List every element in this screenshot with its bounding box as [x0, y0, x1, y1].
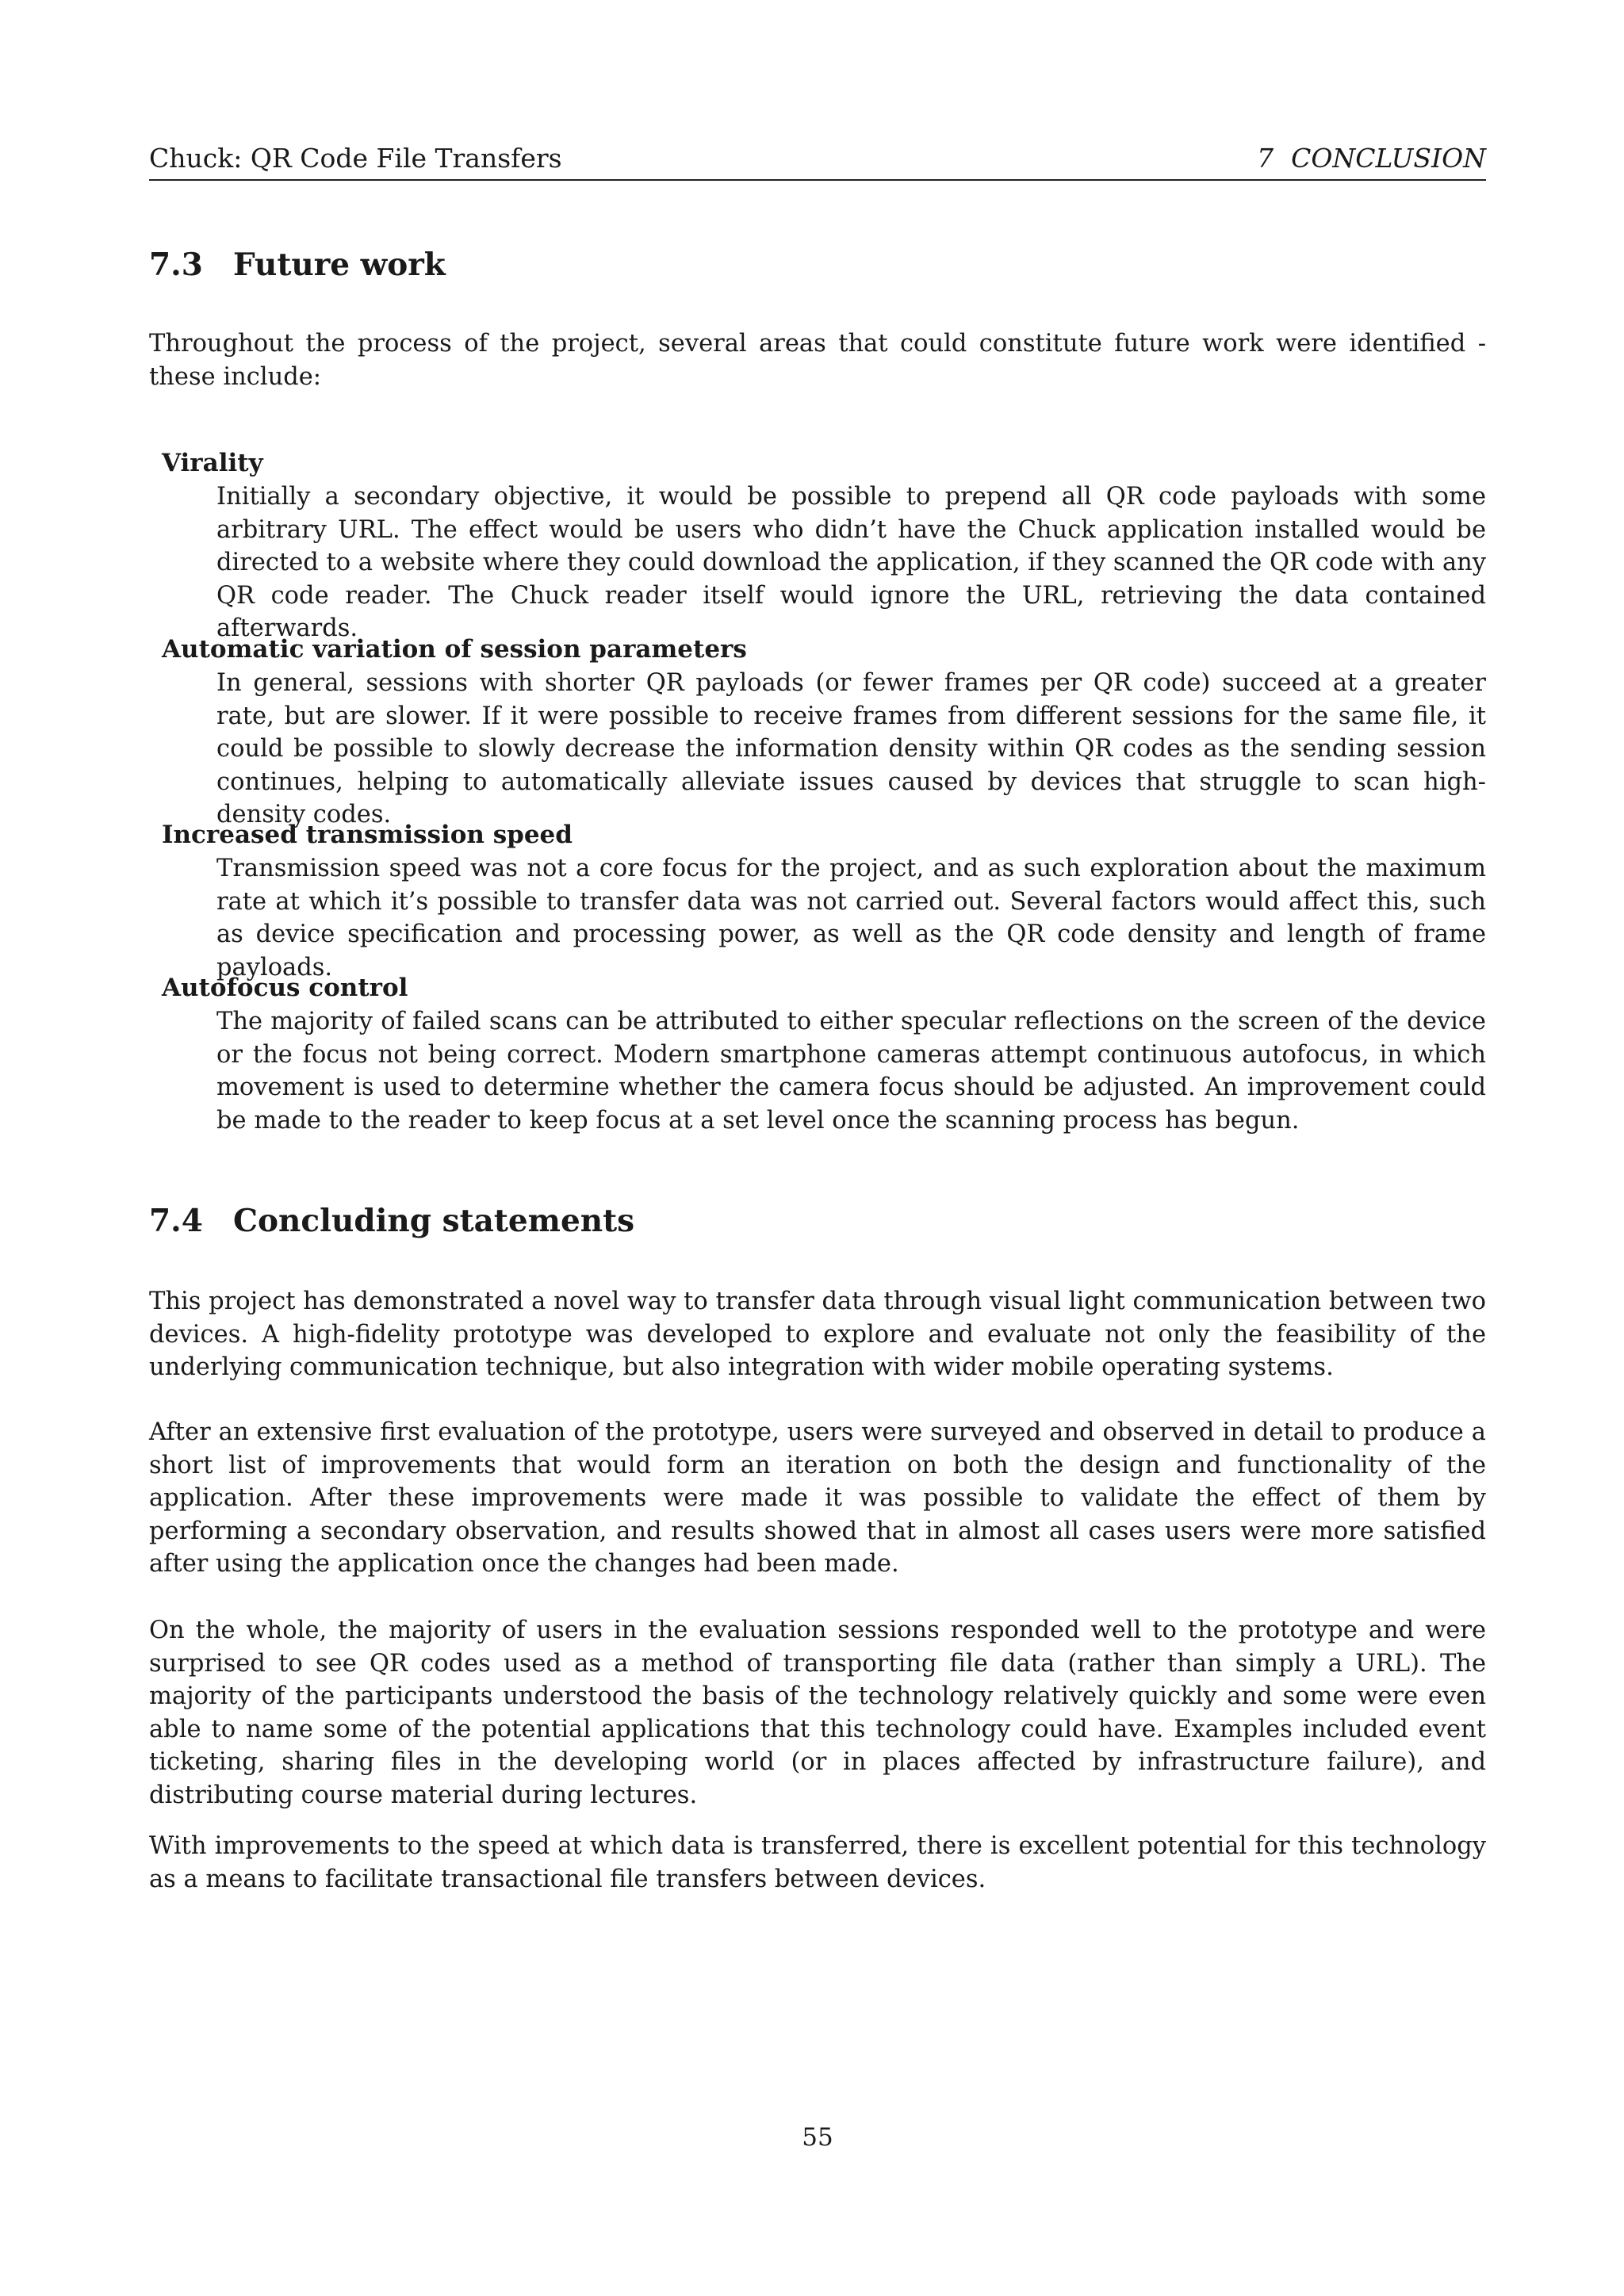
- item-term-autofocus-control: Autofocus control: [162, 974, 408, 1002]
- future-work-intro: Throughout the process of the project, several areas that could constitute future work were identified - these include:: [149, 330, 1486, 391]
- item-term-session-parameters: Automatic variation of session parameters: [162, 635, 747, 664]
- conclusion-paragraph-3: On the whole, the majority of users in the evaluation sessions responded well to the prototype and were surprised to see QR codes used as a method of transporting file data (rather than simply a URL). The majority of the participants understood the basis of the technology relatively quickly and some were even able to name some of the potential applications that this technology could have. Examples included event ticketing, sharing files in the developing world (or in places affected by infrastructure failure), and distributing course material during lectures.: [149, 1617, 1486, 1809]
- item-term-virality: Virality: [162, 449, 263, 477]
- section-number: 7.3: [149, 247, 203, 283]
- conclusion-paragraph-4: With improvements to the speed at which data is transferred, there is excellent potential for this technology as a means to facilitate transactional file transfers between devices.: [149, 1832, 1486, 1893]
- conclusion-paragraph-2: After an extensive first evaluation of the prototype, users were surveyed and observed in detail to produce a short list of improvements that would form an iteration on both the design and functionality of the application. After these improvements were made it was possible to validate the effect of them by performing a secondary observation, and results showed that in almost all cases users were more satisfied after using the application once the changes had been made.: [149, 1418, 1486, 1578]
- item-description-virality: Initially a secondary objective, it would be possible to prepend all QR code payloads with some arbitrary URL. The effect would be users who didn’t have the Chuck application installed would be directed to a website where they could download the application, if they scanned the QR code with any QR code reader. The Chuck reader itself would ignore the URL, retrieving the data contained afterwards.: [216, 483, 1486, 642]
- header-chapter-title: CONCLUSION: [1291, 143, 1486, 174]
- item-term-transmission-speed: Increased transmission speed: [162, 821, 573, 849]
- document-page: [149, 0, 1486, 2296]
- running-header: [149, 141, 1486, 181]
- item-description-autofocus-control: The majority of failed scans can be attributed to either specular reflections on the screen of the device or the focus not being correct. Modern smartphone cameras attempt continuous autofocus, in which movement is used to determine whether the camera focus should be adjusted. An improvement could be made to the reader to keep focus at a set level once the scanning process has begun.: [216, 1008, 1486, 1135]
- header-chapter-number: 7: [1257, 143, 1274, 174]
- section-title: Future work: [233, 247, 446, 283]
- header-document-title: Chuck: QR Code File Transfers: [149, 143, 562, 174]
- section-heading-concluding-statements: [149, 1201, 634, 1241]
- section-title: Concluding statements: [233, 1203, 635, 1239]
- section-heading-future-work: [149, 245, 446, 285]
- page-number: 55: [802, 2123, 833, 2152]
- item-description-transmission-speed: Transmission speed was not a core focus for the project, and as such exploration about the maximum rate at which it’s possible to transfer data was not carried out. Several factors would affect this, such as device specification and processing power, as well as the QR code density and length of frame payloads.: [216, 855, 1486, 982]
- conclusion-paragraph-1: This project has demonstrated a novel way to transfer data through visual light communication between two devices. A high-fidelity prototype was developed to explore and evaluate not only the feasibility of the underlying communication technique, but also integration with wider mobile operating systems.: [149, 1288, 1486, 1381]
- item-description-session-parameters: In general, sessions with shorter QR payloads (or fewer frames per QR code) succeed at a greater rate, but are slower. If it were possible to receive frames from different sessions for the same file, it could be possible to slowly decrease the information density within QR codes as the sending session continues, helping to automatically alleviate issues caused by devices that struggle to scan high-density codes.: [216, 669, 1486, 828]
- section-number: 7.4: [149, 1203, 203, 1239]
- header-chapter: [1257, 141, 1486, 176]
